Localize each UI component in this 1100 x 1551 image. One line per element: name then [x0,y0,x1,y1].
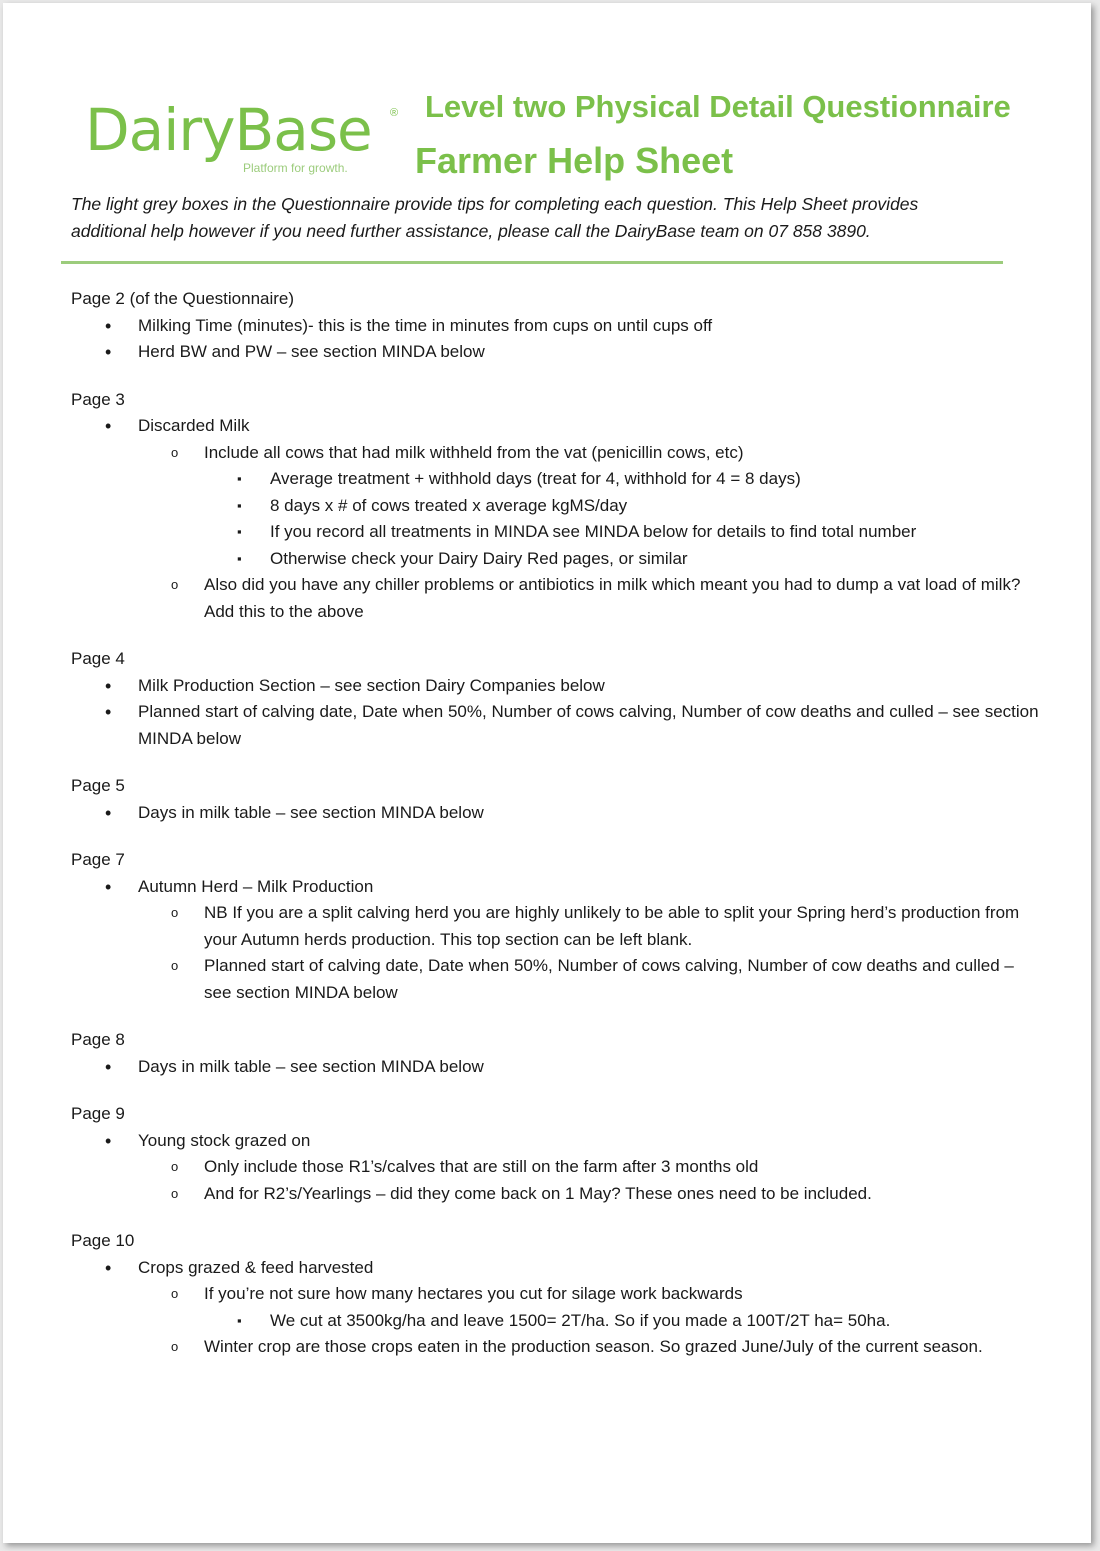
document-subtitle: Farmer Help Sheet [415,140,734,181]
page-section [71,387,1041,626]
page-section [71,1101,1041,1207]
bullet-list [71,874,1041,1007]
list-item [71,1128,1041,1208]
list-item [71,313,1041,340]
detail-list-item: ▪ Average treatment + withhold days (treat for 4, withhold for 4 = 8 days) [204,466,1041,493]
bullet-list [71,1255,1041,1361]
sub-list-item [138,1281,1041,1334]
page-section [71,646,1041,752]
list-item [71,339,1041,366]
list-item-text: Autumn Herd – Milk Production [138,876,374,896]
page-label: Page 10 [71,1231,135,1250]
sub-list-item-text: And for R2’s/Yearlings – did they come back on 1 May? These ones need to be included. [204,1183,872,1203]
list-item-text: Discarded Milk [138,416,250,435]
help-content [71,286,1041,1382]
logo-tagline: Platform for growth. [243,161,348,175]
sub-list-item-text: If you’re not sure how many hectares you cut for silage work backwards [204,1284,743,1303]
page-label: Page 2 (of the Questionnaire) [71,289,295,308]
sub-list-item [138,1181,1041,1208]
page-section [71,1027,1041,1080]
page-section [71,1228,1041,1361]
sub-list [138,1281,1041,1361]
header-divider [61,261,1003,264]
bullet-list [71,673,1041,753]
list-item [71,874,1041,1007]
list-item [71,1255,1041,1361]
list-item [71,413,1041,625]
sub-list-item-text: Only include those R1’s/calves that are still on the farm after 3 months old [204,1157,759,1176]
detail-list-item: ▪ If you record all treatments in MINDA see MINDA below for details to find total number [204,519,1041,546]
list-item [71,800,1041,827]
detail-list-item: ▪ We cut at 3500kg/ha and leave 1500= 2T/ha. So if you made a 100T/2T ha= 50ha. [204,1308,1041,1335]
bullet-list [71,1054,1041,1081]
sub-list [138,900,1041,1006]
page-label: Page 4 [71,649,125,668]
page-label: Page 7 [71,850,125,869]
sub-list-item [138,572,1041,625]
sub-list-item [138,953,1041,1006]
dairybase-logo [85,95,415,185]
detail-list [204,466,1041,572]
list-item-text: Milk Production Section – see section Dairy Companies below [138,675,605,695]
list-item-text: Days in milk table – see section MINDA below [138,802,484,822]
sub-list-item [138,1334,1041,1361]
list-item [71,699,1041,752]
sub-list-item [138,1154,1041,1181]
detail-list-item: ▪ 8 days x # of cows treated x average kgMS/day [204,493,1041,520]
page-label: Page 5 [71,776,125,795]
document-title: Level two Physical Detail Questionnaire [425,89,1011,124]
bullet-list [71,313,1041,366]
sub-list-item-text: Planned start of calving date, Date when 50%, Number of cows calving, Number of cow deaths and culled – see section MINDA below [204,956,1014,1002]
bullet-list [71,1128,1041,1208]
page-section [71,847,1041,1006]
detail-list-item: ▪ Otherwise check your Dairy Dairy Red pages, or similar [204,546,1041,573]
sub-list-item-text: NB If you are a split calving herd you are highly unlikely to be able to split your Spring herd’s production from your Autumn herds production. This top section can be left blank. [204,903,1020,949]
sub-list-item [138,900,1041,953]
list-item-text: Crops grazed & feed harvested [138,1257,374,1277]
list-item-text: Young stock grazed on [138,1130,311,1150]
intro-paragraph: The light grey boxes in the Questionnaire provide tips for completing each question. This Help Sheet provides additional help however if you need further assistance, please call the DairyBase team on 07 858 3890. [71,194,919,241]
sub-list-item-text: Also did you have any chiller problems or antibiotics in milk which meant you had to dump a vat load of milk? Add this to the above [204,575,1021,621]
page-section [71,286,1041,366]
sub-list [138,1154,1041,1207]
detail-list [204,1308,1041,1335]
list-item [71,1054,1041,1081]
sub-list-item-text: Include all cows that had milk withheld from the vat (penicillin cows, etc) [204,442,744,462]
list-item-text: Days in milk table – see section MINDA below [138,1056,484,1076]
bullet-list [71,413,1041,625]
list-item-text: Planned start of calving date, Date when 50%, Number of cows calving, Number of cow deaths and culled – see section MINDA below [138,702,1039,748]
logo-wordmark: DairyBase [85,96,372,164]
page-section [71,773,1041,826]
sub-list-item-text: Winter crop are those crops eaten in the production season. So grazed June/July of the current season. [204,1337,983,1356]
bullet-list [71,800,1041,827]
list-item-text: Herd BW and PW – see section MINDA below [138,342,485,361]
page-label: Page 8 [71,1030,125,1049]
page-label: Page 9 [71,1104,125,1123]
page-label: Page 3 [71,389,125,409]
document-page [3,3,1091,1543]
logo-registered-mark: ® [390,107,399,119]
list-item [71,673,1041,700]
sub-list [138,440,1041,626]
sub-list-item [138,440,1041,573]
list-item-text: Milking Time (minutes)- this is the time in minutes from cups on until cups off [138,315,713,335]
